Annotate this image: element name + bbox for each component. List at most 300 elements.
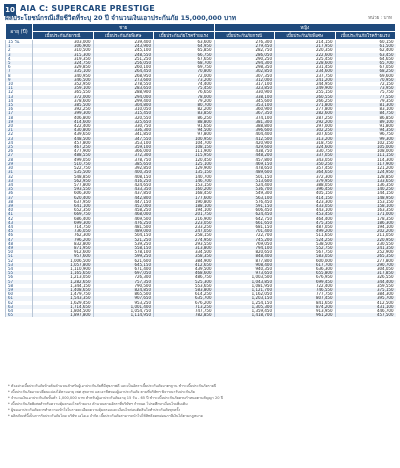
age-cell: 25 (6, 145, 33, 149)
age-cell: 22 (6, 132, 33, 136)
premium-cell: 1,121,700 (214, 288, 275, 292)
premium-cell: 578,100 (93, 250, 154, 254)
premium-cell: 1,081,950 (214, 284, 275, 288)
premium-cell: 446,700 (335, 309, 396, 313)
premium-cell: 372,300 (275, 175, 336, 179)
premium-cell: 558,150 (93, 246, 154, 250)
premium-cell: 255,150 (275, 90, 336, 94)
premium-cell: 325,650 (93, 120, 154, 124)
age-cell: 64 (6, 309, 33, 313)
premium-cell: 60,150 (335, 40, 396, 45)
premium-cell: 841,650 (275, 301, 336, 305)
premium-cell: 468,000 (93, 212, 154, 216)
premium-cell: 177,600 (154, 196, 215, 200)
premium-cell: 567,750 (275, 250, 336, 254)
age-cell: 12 (6, 90, 33, 94)
premium-cell: 577,800 (33, 183, 94, 187)
age-cell: 38 (6, 200, 33, 204)
premium-cell: 433,050 (275, 204, 336, 208)
premium-cell: 794,100 (214, 246, 275, 250)
age-cell: 51 (6, 254, 33, 258)
premium-cell: 79,200 (154, 99, 215, 103)
age-cell: 49 (6, 246, 33, 250)
premium-cell: 194,100 (154, 208, 215, 212)
premium-cell: 621,600 (93, 259, 154, 263)
premium-cell: 599,250 (93, 254, 154, 258)
premium-cell: 313,800 (154, 246, 215, 250)
premium-cell: 714,750 (33, 225, 94, 229)
premium-cell: 100,950 (154, 137, 215, 141)
age-cell: 13 (6, 95, 33, 99)
premium-cell: 1,043,850 (214, 280, 275, 284)
premium-cell: 188,100 (154, 204, 215, 208)
premium-cell: 457,500 (335, 313, 396, 317)
premium-cell: 593,550 (33, 187, 94, 191)
age-cell: 47 (6, 238, 33, 242)
premium-cell: 591,150 (214, 204, 275, 208)
premium-cell: 317,850 (335, 271, 396, 275)
premium-cell: 408,150 (93, 175, 154, 179)
age-cell: 18 (6, 116, 33, 120)
premium-cell: 70,950 (335, 78, 396, 82)
premium-cell: 1,057,800 (33, 263, 94, 267)
premium-cell: 64,650 (335, 57, 396, 61)
premium-cell: 1,897,800 (33, 313, 94, 317)
premium-cell: 510,750 (33, 162, 94, 166)
premium-cell: 499,050 (33, 158, 94, 162)
age-cell: 21 (6, 128, 33, 132)
premium-cell: 448,500 (33, 137, 94, 141)
premium-cell: 94,350 (335, 128, 396, 132)
premium-cell: 63,450 (335, 53, 396, 57)
premium-cell: 290,700 (335, 263, 396, 267)
premium-cell: 214,150 (275, 40, 336, 45)
premium-cell: 81,300 (335, 103, 396, 107)
age-cell: 46 (6, 233, 33, 237)
premium-cell: 329,850 (33, 65, 94, 69)
premium-cell: 412,650 (154, 263, 215, 267)
premium-cell: 624,450 (214, 212, 275, 216)
premium-cell: 552,750 (275, 246, 336, 250)
premium-cell: 1,408,650 (33, 288, 94, 292)
premium-cell: 1,110,900 (33, 267, 94, 271)
age-cell: 14 (6, 99, 33, 103)
premium-cell: 524,250 (275, 238, 336, 242)
age-cell: 35 (6, 187, 33, 191)
premium-cell: 359,100 (33, 86, 94, 90)
premium-cell: 124,950 (335, 170, 396, 174)
premium-cell: 274,950 (154, 238, 215, 242)
premium-cell: 429,600 (214, 145, 275, 149)
premium-cell: 84,750 (335, 111, 396, 115)
premium-cell: 279,450 (214, 44, 275, 48)
premium-cell: 676,200 (154, 301, 215, 305)
premium-cell: 562,950 (33, 179, 94, 183)
premium-cell: 222,600 (275, 53, 336, 57)
premium-cell: 313,200 (275, 137, 336, 141)
premium-cell: 201,750 (154, 212, 215, 216)
premium-cell: 121,200 (335, 166, 396, 170)
premium-cell: 513,600 (214, 179, 275, 183)
premium-cell: 186,300 (335, 221, 396, 225)
premium-cell: 266,250 (275, 99, 336, 103)
premium-cell: 912,600 (33, 250, 94, 254)
premium-cell: 606,300 (33, 191, 94, 195)
premium-cell: 115,950 (154, 153, 215, 157)
premium-cell: 97,800 (154, 132, 215, 136)
premium-cell: 278,550 (93, 82, 154, 86)
premium-cell: 65,850 (154, 48, 215, 52)
premium-cell: 504,150 (93, 233, 154, 237)
premium-cell: 302,250 (275, 128, 336, 132)
premium-cell: 133,650 (335, 179, 396, 183)
premium-cell: 117,900 (335, 162, 396, 166)
premium-cell: 216,900 (154, 217, 215, 221)
premium-cell: 563,100 (214, 196, 275, 200)
premium-cell: 340,950 (33, 74, 94, 78)
age-cell: 48 (6, 242, 33, 246)
premium-cell: 384,300 (335, 292, 396, 296)
premium-cell: 746,550 (275, 288, 336, 292)
age-cell: 29 (6, 162, 33, 166)
footnote-line: * ผลิตภัณฑ์นี้เป็นการรับประกันภัยโดย บริษัท เอไอเอ จำกัด เบี้ยประกันภัยสามารถนำไปใช้สิทธิลดหย่อนภาษีเงินได้ตามกฎหมาย (8, 414, 203, 418)
premium-cell: 777,750 (275, 292, 336, 296)
premium-cell: 468,600 (154, 271, 215, 275)
premium-cell: 220,350 (275, 48, 336, 52)
premium-cell: 420,900 (214, 141, 275, 145)
premium-cell: 637,950 (33, 200, 94, 204)
premium-cell: 282,600 (275, 111, 336, 115)
age-cell: 30 (6, 166, 33, 170)
premium-cell: 243,900 (93, 44, 154, 48)
premium-cell: 86,250 (154, 116, 215, 120)
premium-cell: 256,050 (93, 61, 154, 65)
premium-cell: 414,150 (275, 196, 336, 200)
premium-cell: 153,150 (154, 183, 215, 187)
premium-cell: 75,450 (154, 86, 215, 90)
age-cell: 50 (6, 250, 33, 254)
premium-cell: 178,350 (335, 217, 396, 221)
premium-cell: 91,650 (154, 124, 215, 128)
premium-cell: 297,000 (275, 124, 336, 128)
premium-cell: 365,550 (33, 90, 94, 94)
age-cell: 56 (6, 275, 33, 279)
premium-cell: 62,400 (335, 48, 396, 52)
premium-cell: 234,600 (275, 69, 336, 73)
premium-cell: 722,400 (275, 284, 336, 288)
age-cell: 39 (6, 204, 33, 208)
premium-cell: 1,714,650 (33, 305, 94, 309)
premium-cell: 231,450 (275, 65, 336, 69)
premium-cell: 260,100 (93, 65, 154, 69)
premium-cell: 344,400 (335, 280, 396, 284)
premium-cell: 277,800 (275, 107, 336, 111)
age-cell: 34 (6, 183, 33, 187)
premium-cell: 306,900 (33, 44, 94, 48)
premium-cell: 271,800 (275, 103, 336, 107)
premium-cell: 722,700 (214, 233, 275, 237)
premium-cell: 453,450 (275, 212, 336, 216)
premium-cell: 617,700 (275, 263, 336, 267)
premium-table-body (6, 40, 396, 318)
premium-cell: 489,600 (214, 170, 275, 174)
premium-cell: 522,750 (33, 166, 94, 170)
premium-cell: 511,650 (275, 233, 336, 237)
premium-cell: 104,700 (154, 141, 215, 145)
premium-cell: 487,050 (275, 225, 336, 229)
premium-cell: 913,950 (275, 309, 336, 313)
premium-cell: 111,150 (335, 153, 396, 157)
age-cell: 31 (6, 170, 33, 174)
premium-cell: 469,500 (93, 217, 154, 221)
premium-cell: 225,450 (275, 57, 336, 61)
age-cell: 26 (6, 149, 33, 153)
premium-cell: 606,450 (214, 208, 275, 212)
premium-cell: 576,450 (214, 200, 275, 204)
premium-cell: 652,350 (33, 208, 94, 212)
premium-cell: 476,250 (93, 221, 154, 225)
age-cell: 36 (6, 191, 33, 195)
premium-table (5, 23, 396, 317)
footnotes (8, 383, 394, 419)
premium-cell: 372,000 (33, 95, 94, 99)
premium-cell: 353,100 (214, 103, 275, 107)
premium-cell: 357,450 (275, 166, 336, 170)
premium-cell: 298,350 (214, 65, 275, 69)
premium-cell: 381,300 (214, 120, 275, 124)
premium-cell: 669,750 (33, 212, 94, 216)
premium-cell: 736,050 (33, 229, 94, 233)
age-cell: 65 (6, 313, 33, 317)
premium-cell: 442,800 (93, 196, 154, 200)
premium-cell: 65,700 (335, 61, 396, 65)
premium-cell: 336,300 (93, 128, 154, 132)
premium-cell: 539,250 (93, 242, 154, 246)
premium-cell: 790,500 (93, 284, 154, 288)
premium-cell: 452,000 (93, 204, 154, 208)
age-cell: 42 (6, 217, 33, 221)
premium-cell: 681,150 (214, 225, 275, 229)
premium-cell: 807,450 (275, 296, 336, 300)
age-cell: 33 (6, 179, 33, 183)
premium-cell: 135,150 (154, 170, 215, 174)
premium-cell: 686,400 (33, 217, 94, 221)
premium-cell: 359,550 (335, 284, 396, 288)
premium-cell: 69,750 (154, 65, 215, 69)
premium-cell: 290,250 (214, 57, 275, 61)
premium-cell: 374,100 (214, 116, 275, 120)
premium-cell: 217,950 (275, 44, 336, 48)
age-cell: 16 (6, 107, 33, 111)
premium-cell: 334,500 (154, 250, 215, 254)
premium-cell: 190,800 (154, 200, 215, 204)
premium-cell: 396,600 (214, 128, 275, 132)
age-cell: 10 (6, 82, 33, 86)
premium-cell: 163,350 (335, 208, 396, 212)
premium-cell: 372,300 (93, 153, 154, 157)
age-cell: 11 (6, 86, 33, 90)
premium-cell: 304,800 (93, 103, 154, 107)
premium-cell: 248,550 (93, 53, 154, 57)
premium-cell: 61,500 (335, 44, 396, 48)
age-cell: 32 (6, 175, 33, 179)
premium-cell: 96,750 (335, 132, 396, 136)
age-cell: 45 (6, 229, 33, 233)
premium-cell: 379,950 (275, 179, 336, 183)
age-cell: 53 (6, 263, 33, 267)
premium-cell: 202,200 (335, 229, 396, 233)
premium-cell: 273,600 (93, 78, 154, 82)
premium-cell: 538,500 (275, 242, 336, 246)
premium-cell: 239,400 (93, 40, 154, 45)
col-header-female-ci: เบี้ยประกันภัยโรคร้ายแรง (335, 32, 396, 40)
premium-cell: 360,900 (214, 107, 275, 111)
premium-cell: 1,629,450 (33, 301, 94, 305)
premium-cell: 324,750 (33, 61, 94, 65)
premium-cell: 395,700 (335, 296, 396, 300)
female-header: หญิง (214, 24, 396, 32)
premium-cell: 294,000 (93, 95, 154, 99)
premium-cell: 431,100 (335, 305, 396, 309)
premium-cell: 335,100 (33, 69, 94, 73)
premium-cell: 63,600 (154, 40, 215, 45)
premium-cell: 406,800 (33, 116, 94, 120)
premium-cell: 697,050 (93, 271, 154, 275)
premium-cell: 315,300 (33, 53, 94, 57)
premium-cell: 315,450 (93, 111, 154, 115)
premium-cell: 287,250 (275, 116, 336, 120)
premium-cell: 477,900 (33, 149, 94, 153)
premium-cell: 293,550 (154, 242, 215, 246)
premium-cell: 499,200 (275, 229, 336, 233)
premium-cell: 412,500 (335, 301, 396, 305)
premium-cell: 129,900 (154, 166, 215, 170)
col-header-female-base: เบี้ยประกันภัยกรณี (214, 32, 275, 40)
premium-cell: 367,350 (214, 111, 275, 115)
premium-cell: 318,750 (275, 141, 336, 145)
premium-cell: 1,305,300 (214, 305, 275, 309)
premium-cell: 448,200 (214, 153, 275, 157)
premium-cell: 726,300 (93, 275, 154, 279)
premium-cell: 73,200 (154, 78, 215, 82)
premium-cell: 501,150 (214, 175, 275, 179)
premium-cell: 294,300 (214, 61, 275, 65)
premium-cell: 414,600 (33, 120, 94, 124)
age-cell: 17 (6, 111, 33, 115)
page-header (0, 0, 400, 20)
premium-cell: 307,350 (214, 74, 275, 78)
premium-cell: 310,050 (93, 107, 154, 111)
premium-cell: 125,100 (154, 162, 215, 166)
table-subtitle: ผลประโยชน์กรณีเสียชีวิตที่ระบุ 20 ปี จำนวนเงินเอาประกันภัย 15,000,000 บาท (5, 14, 237, 22)
premium-cell: 820,650 (214, 250, 275, 254)
premium-cell: 366,000 (93, 149, 154, 153)
premium-cell: 405,150 (275, 191, 336, 195)
col-header-male-ci: เบี้ยประกันภัยโรคร้ายแรง (154, 32, 215, 40)
age-cell: 23 (6, 137, 33, 141)
premium-cell: 443,100 (275, 208, 336, 212)
premium-cell: 385,500 (33, 103, 94, 107)
premium-cell: 91,800 (335, 124, 396, 128)
premium-cell: 247,050 (154, 229, 215, 233)
age-cell: 55 (6, 271, 33, 275)
premium-cell: 288,900 (93, 90, 154, 94)
premium-cell: 245,100 (93, 48, 154, 52)
premium-cell: 536,700 (214, 187, 275, 191)
premium-cell: 299,400 (93, 99, 154, 103)
premium-cell: 467,250 (33, 145, 94, 149)
age-cell: 58 (6, 284, 33, 288)
premium-cell: 338,100 (214, 95, 275, 99)
premium-cell: 458,250 (93, 208, 154, 212)
premium-cell: 1,344,150 (33, 284, 94, 288)
premium-cell: 75,750 (335, 90, 396, 94)
premium-cell: 80,700 (154, 103, 215, 107)
premium-cell: 158,100 (335, 204, 396, 208)
premium-cell: 661,650 (214, 221, 275, 225)
page-number-badge: 10 (5, 6, 15, 14)
premium-cell: 307,650 (275, 132, 336, 136)
premium-cell: 72,150 (335, 82, 396, 86)
premium-cell: 1,001,400 (93, 305, 154, 309)
premium-cell: 303,000 (33, 40, 94, 45)
premium-cell: 699,450 (275, 280, 336, 284)
premium-cell: 251,250 (93, 57, 154, 61)
premium-cell: 346,500 (33, 78, 94, 82)
premium-cell: 258,150 (154, 233, 215, 237)
premium-cell: 78,000 (154, 95, 215, 99)
premium-cell: 424,650 (93, 183, 154, 187)
premium-cell: 324,600 (275, 145, 336, 149)
premium-cell: 524,400 (214, 183, 275, 187)
premium-cell: 699,300 (33, 221, 94, 225)
premium-cell: 1,162,050 (214, 292, 275, 296)
premium-cell: 757,350 (93, 280, 154, 284)
premium-cell: 312,000 (214, 78, 275, 82)
premium-cell: 600,000 (275, 259, 336, 263)
premium-cell: 359,100 (93, 145, 154, 149)
premium-cell: 241,350 (335, 246, 396, 250)
premium-cell: 973,650 (214, 271, 275, 275)
premium-cell: 237,750 (275, 74, 336, 78)
premium-cell: 1,479,750 (33, 292, 94, 296)
premium-cell: 620,400 (33, 196, 94, 200)
premium-cell: 486,750 (154, 275, 215, 279)
premium-cell: 1,282,650 (33, 280, 94, 284)
premium-cell: 392,250 (33, 107, 94, 111)
premium-cell: 114,300 (335, 158, 396, 162)
premium-cell: 111,900 (154, 149, 215, 153)
premium-cell: 1,203,150 (214, 296, 275, 300)
premium-cell: 292,200 (275, 120, 336, 124)
premium-cell: 347,550 (93, 137, 154, 141)
premium-cell: 447,150 (93, 200, 154, 204)
premium-cell: 89,100 (335, 120, 396, 124)
premium-cell: 88,800 (154, 120, 215, 124)
premium-cell: 745,200 (214, 238, 275, 242)
premium-cell: 140,250 (335, 187, 396, 191)
premium-cell: 535,500 (33, 170, 94, 174)
premium-cell: 747,750 (154, 309, 215, 313)
premium-cell: 375,150 (335, 288, 396, 292)
premium-cell: 282,750 (214, 48, 275, 52)
age-cell: 19 (6, 120, 33, 124)
premium-cell: 319,350 (33, 57, 94, 61)
age-cell: 1 (6, 44, 33, 48)
premium-cell: 1,003,500 (214, 275, 275, 279)
age-header: อายุ (ปี) (6, 24, 33, 40)
premium-cell: 74,400 (154, 82, 215, 86)
